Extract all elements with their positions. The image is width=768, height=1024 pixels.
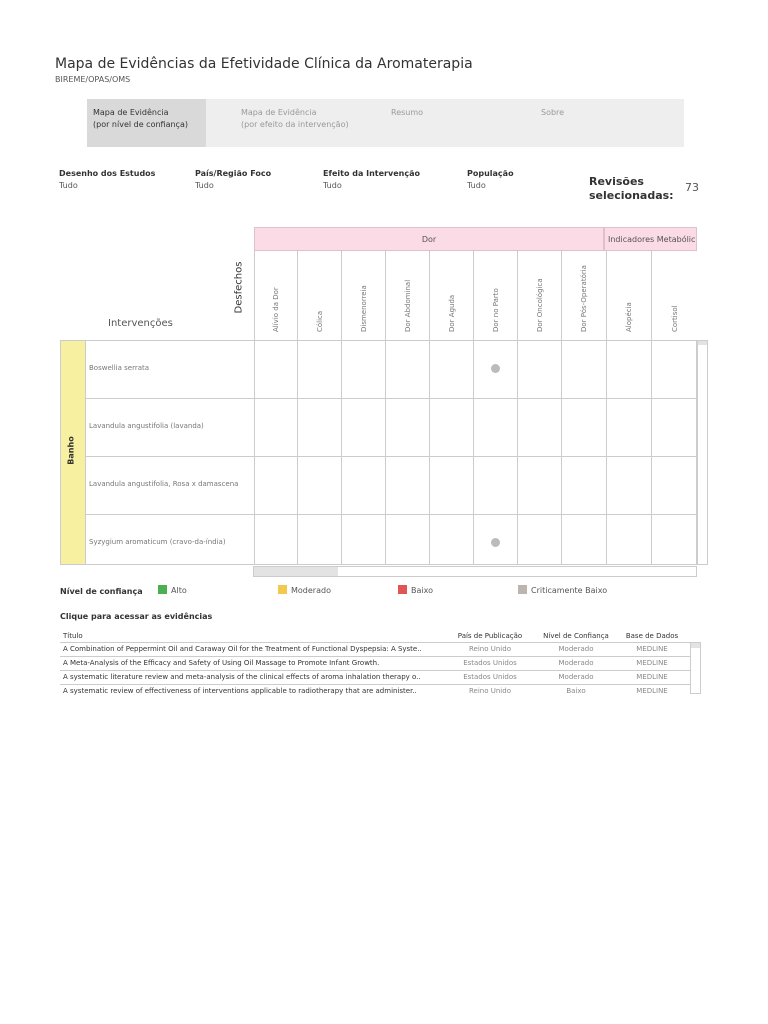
grid-line: [561, 340, 562, 565]
group-header-dor: Dor: [254, 227, 604, 251]
page-subtitle: BIREME/OPAS/OMS: [55, 75, 131, 84]
legend-item-alto: Alto: [158, 585, 187, 595]
grid-line: [473, 340, 474, 565]
filter-value: Tudo: [323, 181, 342, 190]
category-banho: Banho: [61, 341, 86, 564]
header-base: Base de Dados: [625, 632, 679, 640]
filter-label: Desenho dos Estudos: [59, 169, 156, 178]
reviews-count: 73: [685, 181, 699, 194]
cell-confidence: Baixo: [566, 687, 586, 695]
cell-confidence: Moderado: [558, 645, 594, 653]
desfechos-axis-label: Desfechos: [233, 261, 245, 314]
tab-sobre[interactable]: [535, 99, 675, 147]
filter-country[interactable]: [195, 169, 271, 190]
intervencoes-axis-label: Intervenções: [108, 318, 173, 329]
cell-confidence: Moderado: [558, 659, 594, 667]
grid-line: [429, 340, 430, 565]
column-header: Dor Aguda: [429, 251, 473, 340]
tab-label: Resumo: [391, 108, 424, 117]
evidence-dot[interactable]: [491, 364, 500, 373]
group-header-indicadores: Indicadores Metabólic: [604, 227, 697, 251]
header-nivel: Nível de Confiança: [543, 632, 609, 640]
cell-database: MEDLINE: [636, 673, 668, 681]
column-header: Dor Pós-Operatória: [561, 251, 606, 340]
grid-line: [254, 340, 255, 565]
evidence-table-title: Clique para acessar as evidências: [60, 612, 213, 621]
intervention-name: Syzygium aromaticum (cravo-da-índia): [89, 538, 226, 546]
table-row[interactable]: [60, 642, 690, 656]
table-scrollbar[interactable]: [690, 642, 701, 694]
tab-bar: [87, 99, 684, 147]
grid-line: [385, 340, 386, 565]
column-header: Dor Oncológica: [517, 251, 561, 340]
tab-map-effect[interactable]: [235, 99, 375, 147]
cell-country: Estados Unidos: [463, 659, 517, 667]
scroll-thumb[interactable]: [691, 643, 700, 648]
tab-map-confidence[interactable]: [87, 99, 206, 147]
filter-label: País/Região Foco: [195, 169, 272, 178]
grid-line: [297, 340, 298, 565]
evidence-table: [60, 630, 690, 698]
table-row[interactable]: [60, 670, 690, 684]
grid-line: [651, 340, 652, 565]
column-header: Alívio da Dor: [254, 251, 297, 340]
cell-database: MEDLINE: [636, 645, 668, 653]
header-titulo: Título: [63, 632, 83, 640]
column-header: Alopécia: [606, 251, 651, 340]
column-header: Dismenorreia: [341, 251, 385, 340]
filter-study-design[interactable]: [59, 169, 155, 190]
filter-population[interactable]: [467, 169, 514, 190]
intervention-name: Lavandula angustifolia, Rosa x damascena: [89, 480, 239, 488]
filter-value: Tudo: [195, 181, 214, 190]
cell-title: A Combination of Peppermint Oil and Caraway Oil for the Treatment of Functional Dyspepsia: A Syste..: [63, 645, 422, 653]
grid-line: [517, 340, 518, 565]
column-header: Dor Abdominal: [385, 251, 429, 340]
cell-country: Reino Unido: [469, 687, 511, 695]
table-header: [60, 630, 690, 642]
table-body: [60, 642, 690, 698]
intervention-name: Lavandula angustifolia (lavanda): [89, 422, 204, 430]
legend-swatch: [518, 585, 527, 594]
filter-effect[interactable]: [323, 169, 420, 190]
column-header: Dor no Parto: [473, 251, 517, 340]
cell-country: Estados Unidos: [463, 673, 517, 681]
legend-item-moderado: Moderado: [278, 585, 331, 595]
table-row[interactable]: [60, 656, 690, 670]
evidence-dot[interactable]: [491, 538, 500, 547]
cell-title: A systematic literature review and meta-analysis of the clinical effects of aroma inhalation therapy o..: [63, 673, 421, 681]
grid-line: [341, 340, 342, 565]
cell-database: MEDLINE: [636, 659, 668, 667]
column-header: Cortisol: [651, 251, 697, 340]
header-pais: País de Publicação: [457, 632, 523, 640]
cell-country: Reino Unido: [469, 645, 511, 653]
grid-line: [606, 340, 607, 565]
vertical-scrollbar[interactable]: [697, 340, 708, 565]
page-title: Mapa de Evidências da Efetividade Clínica da Aromaterapia: [55, 56, 473, 72]
filter-label: Efeito da Intervenção: [323, 169, 420, 178]
intervention-name: Boswellia serrata: [89, 364, 150, 372]
tab-label: Mapa de Evidência: [241, 108, 317, 117]
table-row[interactable]: [60, 684, 690, 698]
cell-database: MEDLINE: [636, 687, 668, 695]
legend-swatch: [278, 585, 287, 594]
cell-title: A systematic review of effectiveness of interventions applicable to radiotherapy that are administer..: [63, 687, 417, 695]
tab-resumo[interactable]: [385, 99, 525, 147]
column-header: Cólica: [297, 251, 341, 340]
horizontal-scrollbar[interactable]: [253, 566, 697, 577]
tab-label: Sobre: [541, 108, 565, 117]
cell-confidence: Moderado: [558, 673, 594, 681]
legend-item-baixo: Baixo: [398, 585, 433, 595]
scroll-thumb[interactable]: [254, 567, 338, 576]
legend-title: Nível de confiança: [60, 587, 143, 596]
legend-swatch: [398, 585, 407, 594]
filter-value: Tudo: [59, 181, 78, 190]
tab-sublabel: (por efeito da intervenção): [241, 120, 349, 129]
reviews-label: Revisões selecionadas:: [589, 175, 674, 202]
scroll-thumb[interactable]: [698, 341, 707, 345]
tab-sublabel: (por nível de confiança): [93, 120, 188, 129]
legend-swatch: [158, 585, 167, 594]
cell-title: A Meta-Analysis of the Efficacy and Safety of Using Oil Massage to Promote Infant Growth.: [63, 659, 380, 667]
filter-value: Tudo: [467, 181, 486, 190]
legend-item-criticamente-baixo: Criticamente Baixo: [518, 585, 607, 595]
tab-label: Mapa de Evidência: [93, 108, 169, 117]
filter-label: População: [467, 169, 514, 178]
